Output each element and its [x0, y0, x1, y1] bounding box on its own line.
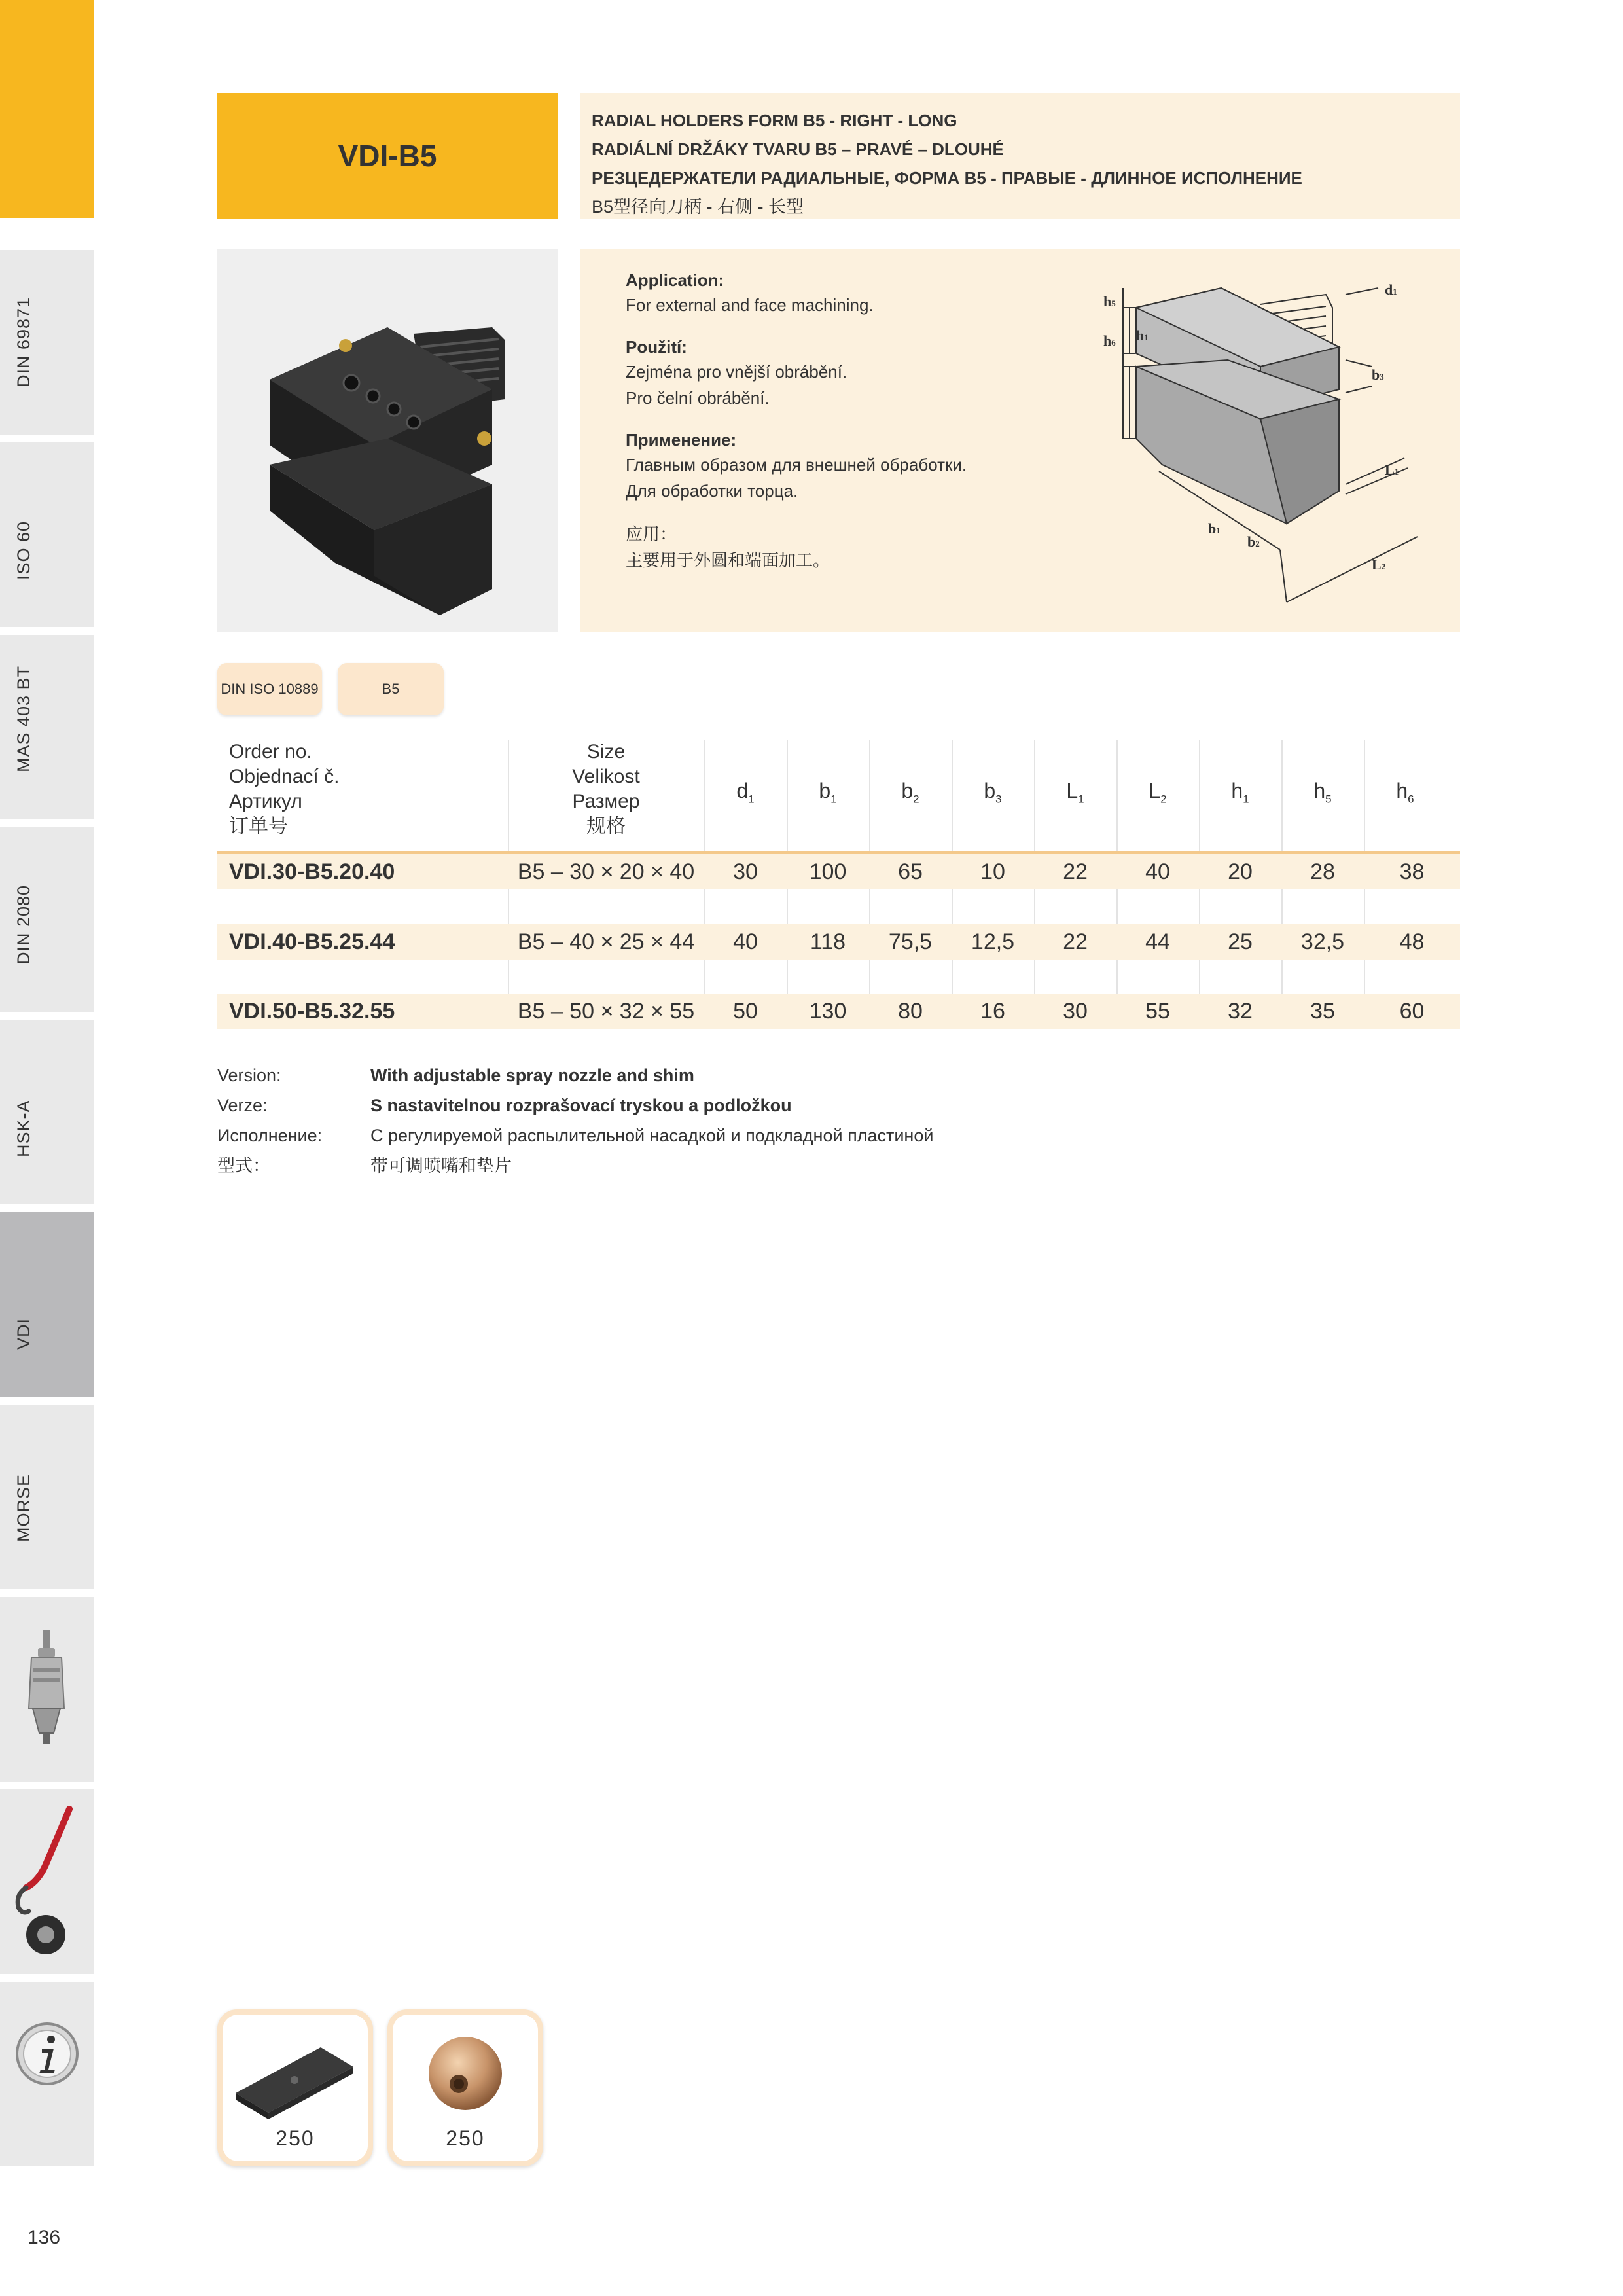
dim-label-h6: h6 [1103, 332, 1116, 349]
dim-label-h5: h5 [1103, 293, 1116, 310]
application-line: Pro čelní obrábění. [626, 388, 770, 408]
size-cell: B5 – 50 × 32 × 55 [517, 999, 695, 1024]
version-text: 带可调喷嘴和垫片 [370, 1156, 512, 1175]
tab-label: MAS 403 BT [14, 665, 33, 772]
dim-label-L2: L2 [1372, 556, 1386, 573]
tab-info[interactable] [0, 1978, 94, 2166]
value-cell: 50 [733, 999, 758, 1024]
value-cell: 20 [1228, 859, 1253, 884]
value-cell: 44 [1145, 929, 1170, 954]
tab-vdi[interactable] [0, 1208, 94, 1397]
order-column-header: Order no. Objednací č. Артикул 订单号 [229, 741, 340, 837]
tool-holder-image [217, 249, 558, 632]
value-cell: 22 [1063, 929, 1088, 954]
value-cell: 30 [733, 859, 758, 884]
value-cell: 35 [1310, 999, 1335, 1024]
tab-iso-60[interactable] [0, 439, 94, 627]
tab-label: DIN 69871 [14, 296, 33, 387]
shim-plate-icon [223, 2021, 368, 2126]
application-heading-en: Application: [626, 270, 724, 290]
order-number: VDI.30-B5.20.40 [229, 859, 395, 884]
tab-din-69871[interactable] [0, 246, 94, 435]
version-label: Исполнение: [217, 1126, 323, 1145]
column-header-b1: $b_1$ [819, 779, 837, 806]
size-column-header: Size Velikost Размер 规格 [572, 741, 640, 837]
value-cell: 60 [1399, 999, 1425, 1024]
drill-chuck-icon [0, 1597, 94, 1782]
sidebar-accent-block [0, 0, 94, 218]
dim-label-L1: L1 [1385, 461, 1399, 478]
title-line-ru: РЕЗЦЕДЕРЖАТЕЛИ РАДИАЛЬНЫЕ, ФОРМА B5 - ПРАВЫЕ - ДЛИННОЕ ИСПОЛНЕНИЕ [592, 168, 1302, 188]
value-cell: 25 [1228, 929, 1253, 954]
value-cell: 32,5 [1300, 929, 1345, 954]
value-cell: 28 [1310, 859, 1335, 884]
version-label: Verze: [217, 1096, 268, 1115]
column-header-b2: $b_2$ [901, 779, 919, 806]
tab-morse[interactable] [0, 1401, 94, 1589]
tab-drill-chuck[interactable] [0, 1593, 94, 1782]
sidebar [0, 0, 94, 2179]
column-header-h5: $h_5$ [1313, 779, 1332, 806]
accessory-nozzle[interactable] [387, 2009, 543, 2166]
application-heading-zh: 应用： [626, 524, 677, 544]
application-line: 主要用于外圆和端面加工。 [626, 550, 830, 570]
application-line: Zejména pro vnější obrábění. [626, 362, 847, 382]
tab-wrench-nut[interactable] [0, 1785, 94, 1974]
value-cell: 130 [809, 999, 847, 1024]
title-line-zh: B5型径向刀柄 - 右侧 - 长型 [592, 197, 804, 217]
value-cell: 30 [1063, 999, 1088, 1024]
value-cell: 10 [980, 859, 1005, 884]
table-row[interactable] [217, 854, 1460, 889]
standard-tag[interactable]: DIN ISO 10889 [217, 663, 322, 715]
size-cell: B5 – 40 × 25 × 44 [517, 929, 695, 954]
column-header-b3: $b_3$ [984, 779, 1002, 806]
table-header [217, 740, 1460, 854]
version-text: S nastavitelnou rozprašovací tryskou a podložkou [370, 1096, 792, 1115]
application-heading-cz: Použití: [626, 337, 687, 357]
product-photo [217, 249, 558, 632]
value-cell: 118 [810, 929, 846, 954]
info-icon [0, 1982, 94, 2166]
page-title-box [217, 93, 558, 219]
dim-label-b1: b1 [1208, 520, 1221, 537]
value-cell: 40 [1145, 859, 1170, 884]
version-text: С регулируемой распылительной насадкой и подкладной пластиной [370, 1126, 934, 1145]
value-cell: 16 [980, 999, 1005, 1024]
version-label: 型式： [217, 1156, 270, 1175]
tab-label: ISO 60 [14, 520, 33, 580]
column-header-l2: $L_2$ [1149, 779, 1167, 806]
tab-hsk-a[interactable] [0, 1016, 94, 1204]
column-header-h1: $h_1$ [1231, 779, 1249, 806]
application-heading-ru: Применение: [626, 430, 737, 450]
value-cell: 75,5 [888, 929, 933, 954]
size-cell: B5 – 30 × 20 × 40 [517, 859, 695, 884]
tab-label: VDI [14, 1318, 33, 1350]
form-tag[interactable]: B5 [338, 663, 444, 715]
order-number: VDI.40-B5.25.44 [229, 929, 395, 954]
title-description [580, 93, 1460, 219]
version-text: With adjustable spray nozzle and shim [370, 1066, 694, 1085]
wrench-nut-icon [0, 1789, 94, 1974]
value-cell: 40 [733, 929, 758, 954]
spray-nozzle-ball-icon [393, 2021, 538, 2126]
application-text [626, 268, 992, 573]
tab-label: HSK-A [14, 1100, 33, 1157]
value-cell: 80 [898, 999, 923, 1024]
column-header-h6: $h_6$ [1396, 779, 1414, 806]
table-row[interactable] [217, 994, 1460, 1029]
application-line: For external and face machining. [626, 295, 874, 315]
value-cell: 32 [1228, 999, 1253, 1024]
title-line-cz: RADIÁLNÍ DRŽÁKY TVARU B5 – PRAVÉ – DLOUHÉ [592, 139, 1004, 159]
page-number: 136 [27, 2227, 61, 2248]
version-label: Version: [217, 1066, 281, 1085]
dimension-drawing [1064, 268, 1444, 615]
product-table [217, 740, 1460, 1024]
order-number: VDI.50-B5.32.55 [229, 999, 395, 1024]
dim-label-d1: d1 [1385, 281, 1397, 298]
value-cell: 48 [1399, 929, 1425, 954]
table-row[interactable] [217, 924, 1460, 960]
tab-din-2080[interactable] [0, 823, 94, 1012]
accessory-number: 250 [446, 2126, 485, 2150]
tab-label: MORSE [14, 1473, 33, 1542]
accessory-shim[interactable] [217, 2009, 373, 2166]
value-cell: 55 [1145, 999, 1170, 1024]
value-cell: 65 [898, 859, 923, 884]
value-cell: 22 [1063, 859, 1088, 884]
value-cell: 12,5 [971, 929, 1015, 954]
dim-label-b3: b3 [1372, 367, 1384, 383]
column-header-l1: $L_1$ [1066, 779, 1084, 806]
page-title: VDI-B5 [338, 139, 437, 173]
application-line: Главным образом для внешней обработки. [626, 455, 967, 475]
application-box [580, 249, 1460, 632]
application-line: Для обработки торца. [626, 481, 798, 501]
accessory-number: 250 [276, 2126, 315, 2150]
tab-label: DIN 2080 [14, 884, 33, 965]
title-line-en: RADIAL HOLDERS FORM B5 - RIGHT - LONG [592, 111, 957, 130]
dim-label-h1: h1 [1136, 327, 1149, 344]
column-header-d1: $d_1$ [736, 779, 755, 806]
value-cell: 38 [1399, 859, 1425, 884]
tab-mas-403-bt[interactable] [0, 631, 94, 819]
value-cell: 100 [809, 859, 847, 884]
dim-label-b2: b2 [1247, 533, 1260, 550]
